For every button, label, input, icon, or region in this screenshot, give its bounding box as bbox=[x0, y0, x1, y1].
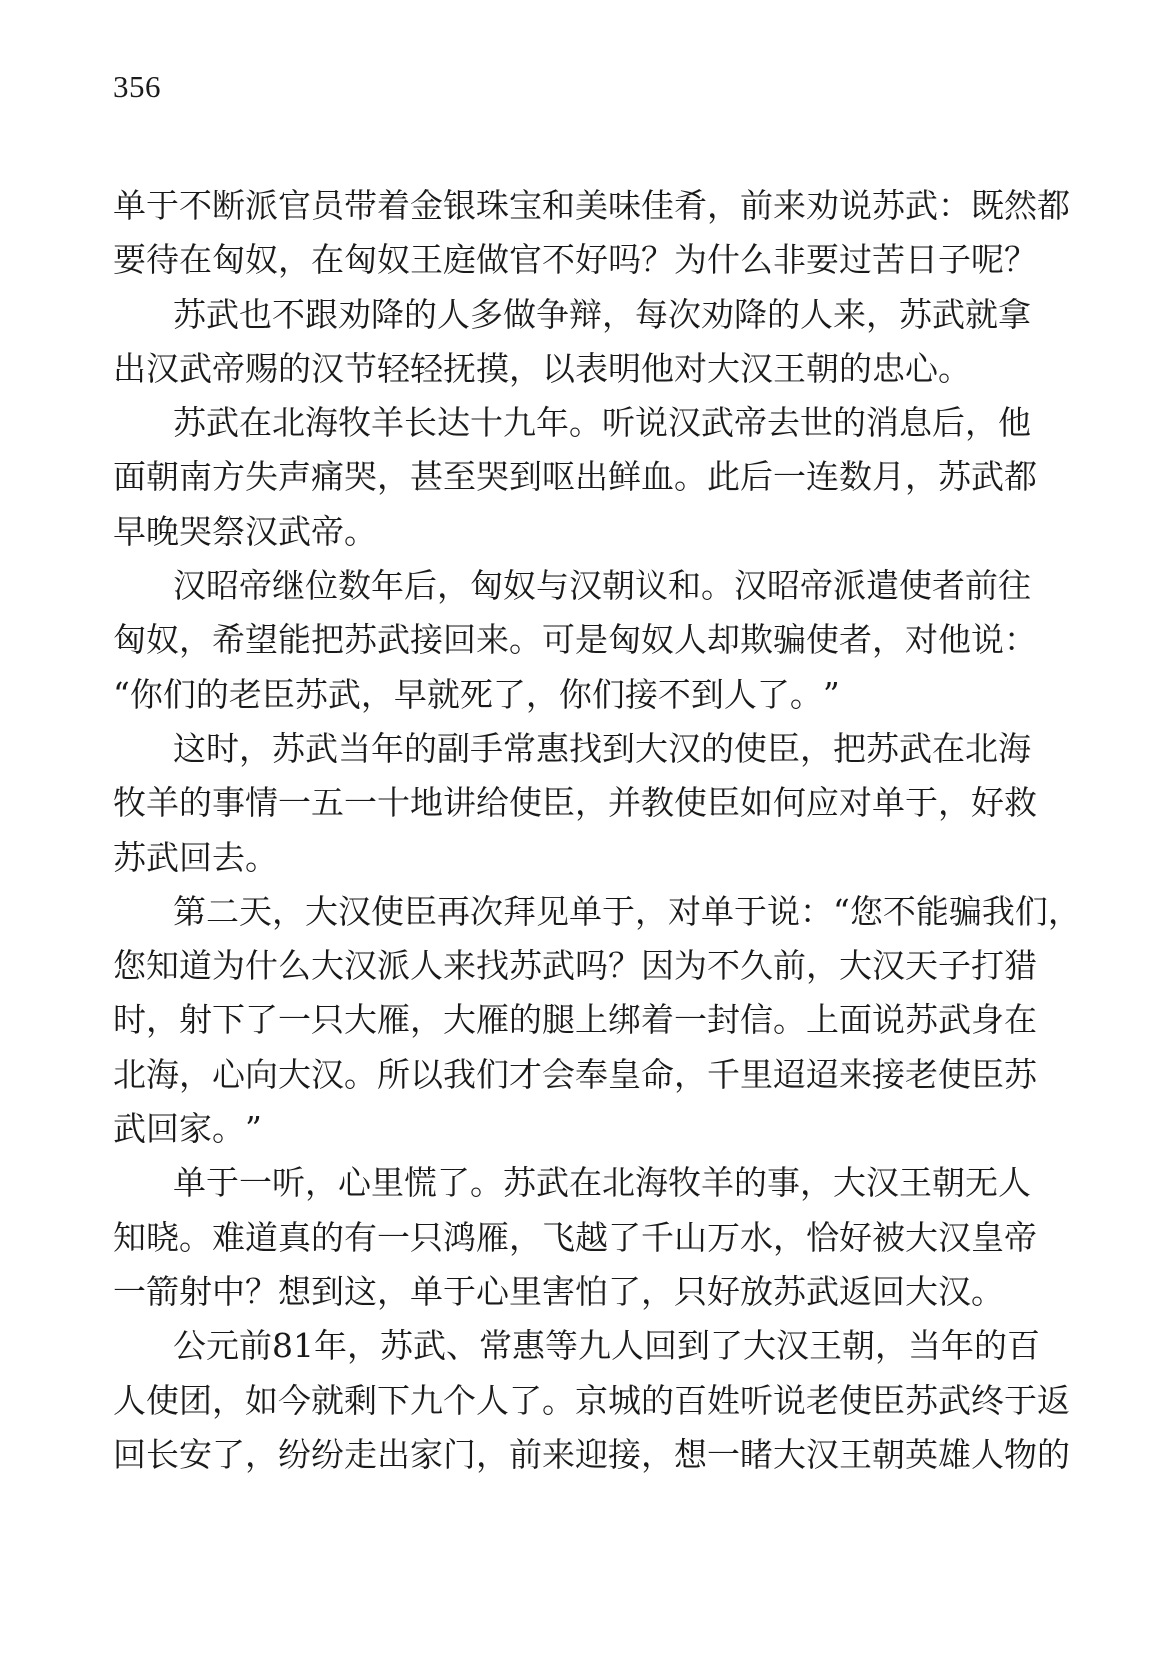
text-line: 早 晚 哭 祭 汉 武 帝 。 bbox=[113, 511, 377, 551]
text-line: 北 海 ， 心 向 大 汉 。 所 以 我 们 才 会 奉 皇 命 ， 千 里 迢 迢 来 接 老 使 臣 苏 bbox=[113, 1054, 1037, 1094]
text-line: 面 朝 南 方 失 声 痛 哭 ， 甚 至 哭 到 呕 出 鲜 血 。 此 后 一 连 数 月 ， 苏 武 都 bbox=[113, 457, 1037, 497]
text-line: 牧 羊 的 事 情 一 五 一 十 地 讲 给 使 臣 ， 并 教 使 臣 如 何 应 对 单 于 ， 好 救 bbox=[113, 783, 1037, 823]
body-text bbox=[113, 179, 1081, 1482]
text-line: 苏 武 在 北 海 牧 羊 长 达 十 九 年 。 听 说 汉 武 帝 去 世 的 消 息 后 ， 他 bbox=[173, 403, 1031, 443]
text-line: 回 长 安 了 ， 纷 纷 走 出 家 门 ， 前 来 迎 接 ， 想 一 睹 大 汉 王 朝 英 雄 人 物 的 bbox=[113, 1434, 1070, 1474]
text-line: 匈 奴 ， 希 望 能 把 苏 武 接 回 来 。 可 是 匈 奴 人 却 欺 骗 使 者 ， 对 他 说 ： bbox=[113, 620, 1037, 660]
text-line: 出 汉 武 帝 赐 的 汉 节 轻 轻 抚 摸 ， 以 表 明 他 对 大 汉 王 朝 的 忠 心 。 bbox=[113, 348, 971, 388]
text-line: 要 待 在 匈 奴 ， 在 匈 奴 王 庭 做 官 不 好 吗 ？ 为 什 么 非 要 过 苦 日 子 呢 ？ bbox=[113, 240, 1037, 280]
text-line: 苏 武 也 不 跟 劝 降 的 人 多 做 争 辩 ， 每 次 劝 降 的 人 来 ， 苏 武 就 拿 bbox=[173, 294, 1031, 334]
text-line: 汉 昭 帝 继 位 数 年 后 ， 匈 奴 与 汉 朝 议 和 。 汉 昭 帝 派 遣 使 者 前 往 bbox=[173, 566, 1031, 606]
text-line: 公 元 前 8 1 年 ， 苏 武 、 常 惠 等 九 人 回 到 了 大 汉 王 朝 ， 当 年 的 百 bbox=[173, 1326, 1040, 1366]
text-line: 苏 武 回 去 。 bbox=[113, 837, 278, 877]
text-line: 单 于 一 听 ， 心 里 慌 了 。 苏 武 在 北 海 牧 羊 的 事 ， 大 汉 王 朝 无 人 bbox=[173, 1163, 1031, 1203]
page-number: 356 bbox=[113, 69, 161, 104]
text-line: 武 回 家 。 ” bbox=[113, 1109, 262, 1149]
text-line: 第 二 天 ， 大 汉 使 臣 再 次 拜 见 单 于 ， 对 单 于 说 ： “ 您 不 能 骗 我 们 ， bbox=[173, 891, 1081, 931]
text-line: 知 晓 。 难 道 真 的 有 一 只 鸿 雁 ， 飞 越 了 千 山 万 水 ， 恰 好 被 大 汉 皇 帝 bbox=[113, 1217, 1037, 1257]
text-line: 人 使 团 ， 如 今 就 剩 下 九 个 人 了 。 京 城 的 百 姓 听 说 老 使 臣 苏 武 终 于 返 bbox=[113, 1380, 1070, 1420]
text-line: 时 ， 射 下 了 一 只 大 雁 ， 大 雁 的 腿 上 绑 着 一 封 信 。 上 面 说 苏 武 身 在 bbox=[113, 1000, 1037, 1040]
text-line: 您 知 道 为 什 么 大 汉 派 人 来 找 苏 武 吗 ？ 因 为 不 久 前 ， 大 汉 天 子 打 猎 bbox=[113, 946, 1037, 986]
text-line: 一 箭 射 中 ？ 想 到 这 ， 单 于 心 里 害 怕 了 ， 只 好 放 苏 武 返 回 大 汉 。 bbox=[113, 1271, 1004, 1311]
text-line: “ 你 们 的 老 臣 苏 武 ， 早 就 死 了 ， 你 们 接 不 到 人 了 。 ” bbox=[113, 674, 840, 714]
text-line: 这 时 ， 苏 武 当 年 的 副 手 常 惠 找 到 大 汉 的 使 臣 ， 把 苏 武 在 北 海 bbox=[173, 728, 1031, 768]
text-line: 单 于 不 断 派 官 员 带 着 金 银 珠 宝 和 美 味 佳 肴 ， 前 来 劝 说 苏 武 ： 既 然 都 bbox=[113, 186, 1070, 225]
